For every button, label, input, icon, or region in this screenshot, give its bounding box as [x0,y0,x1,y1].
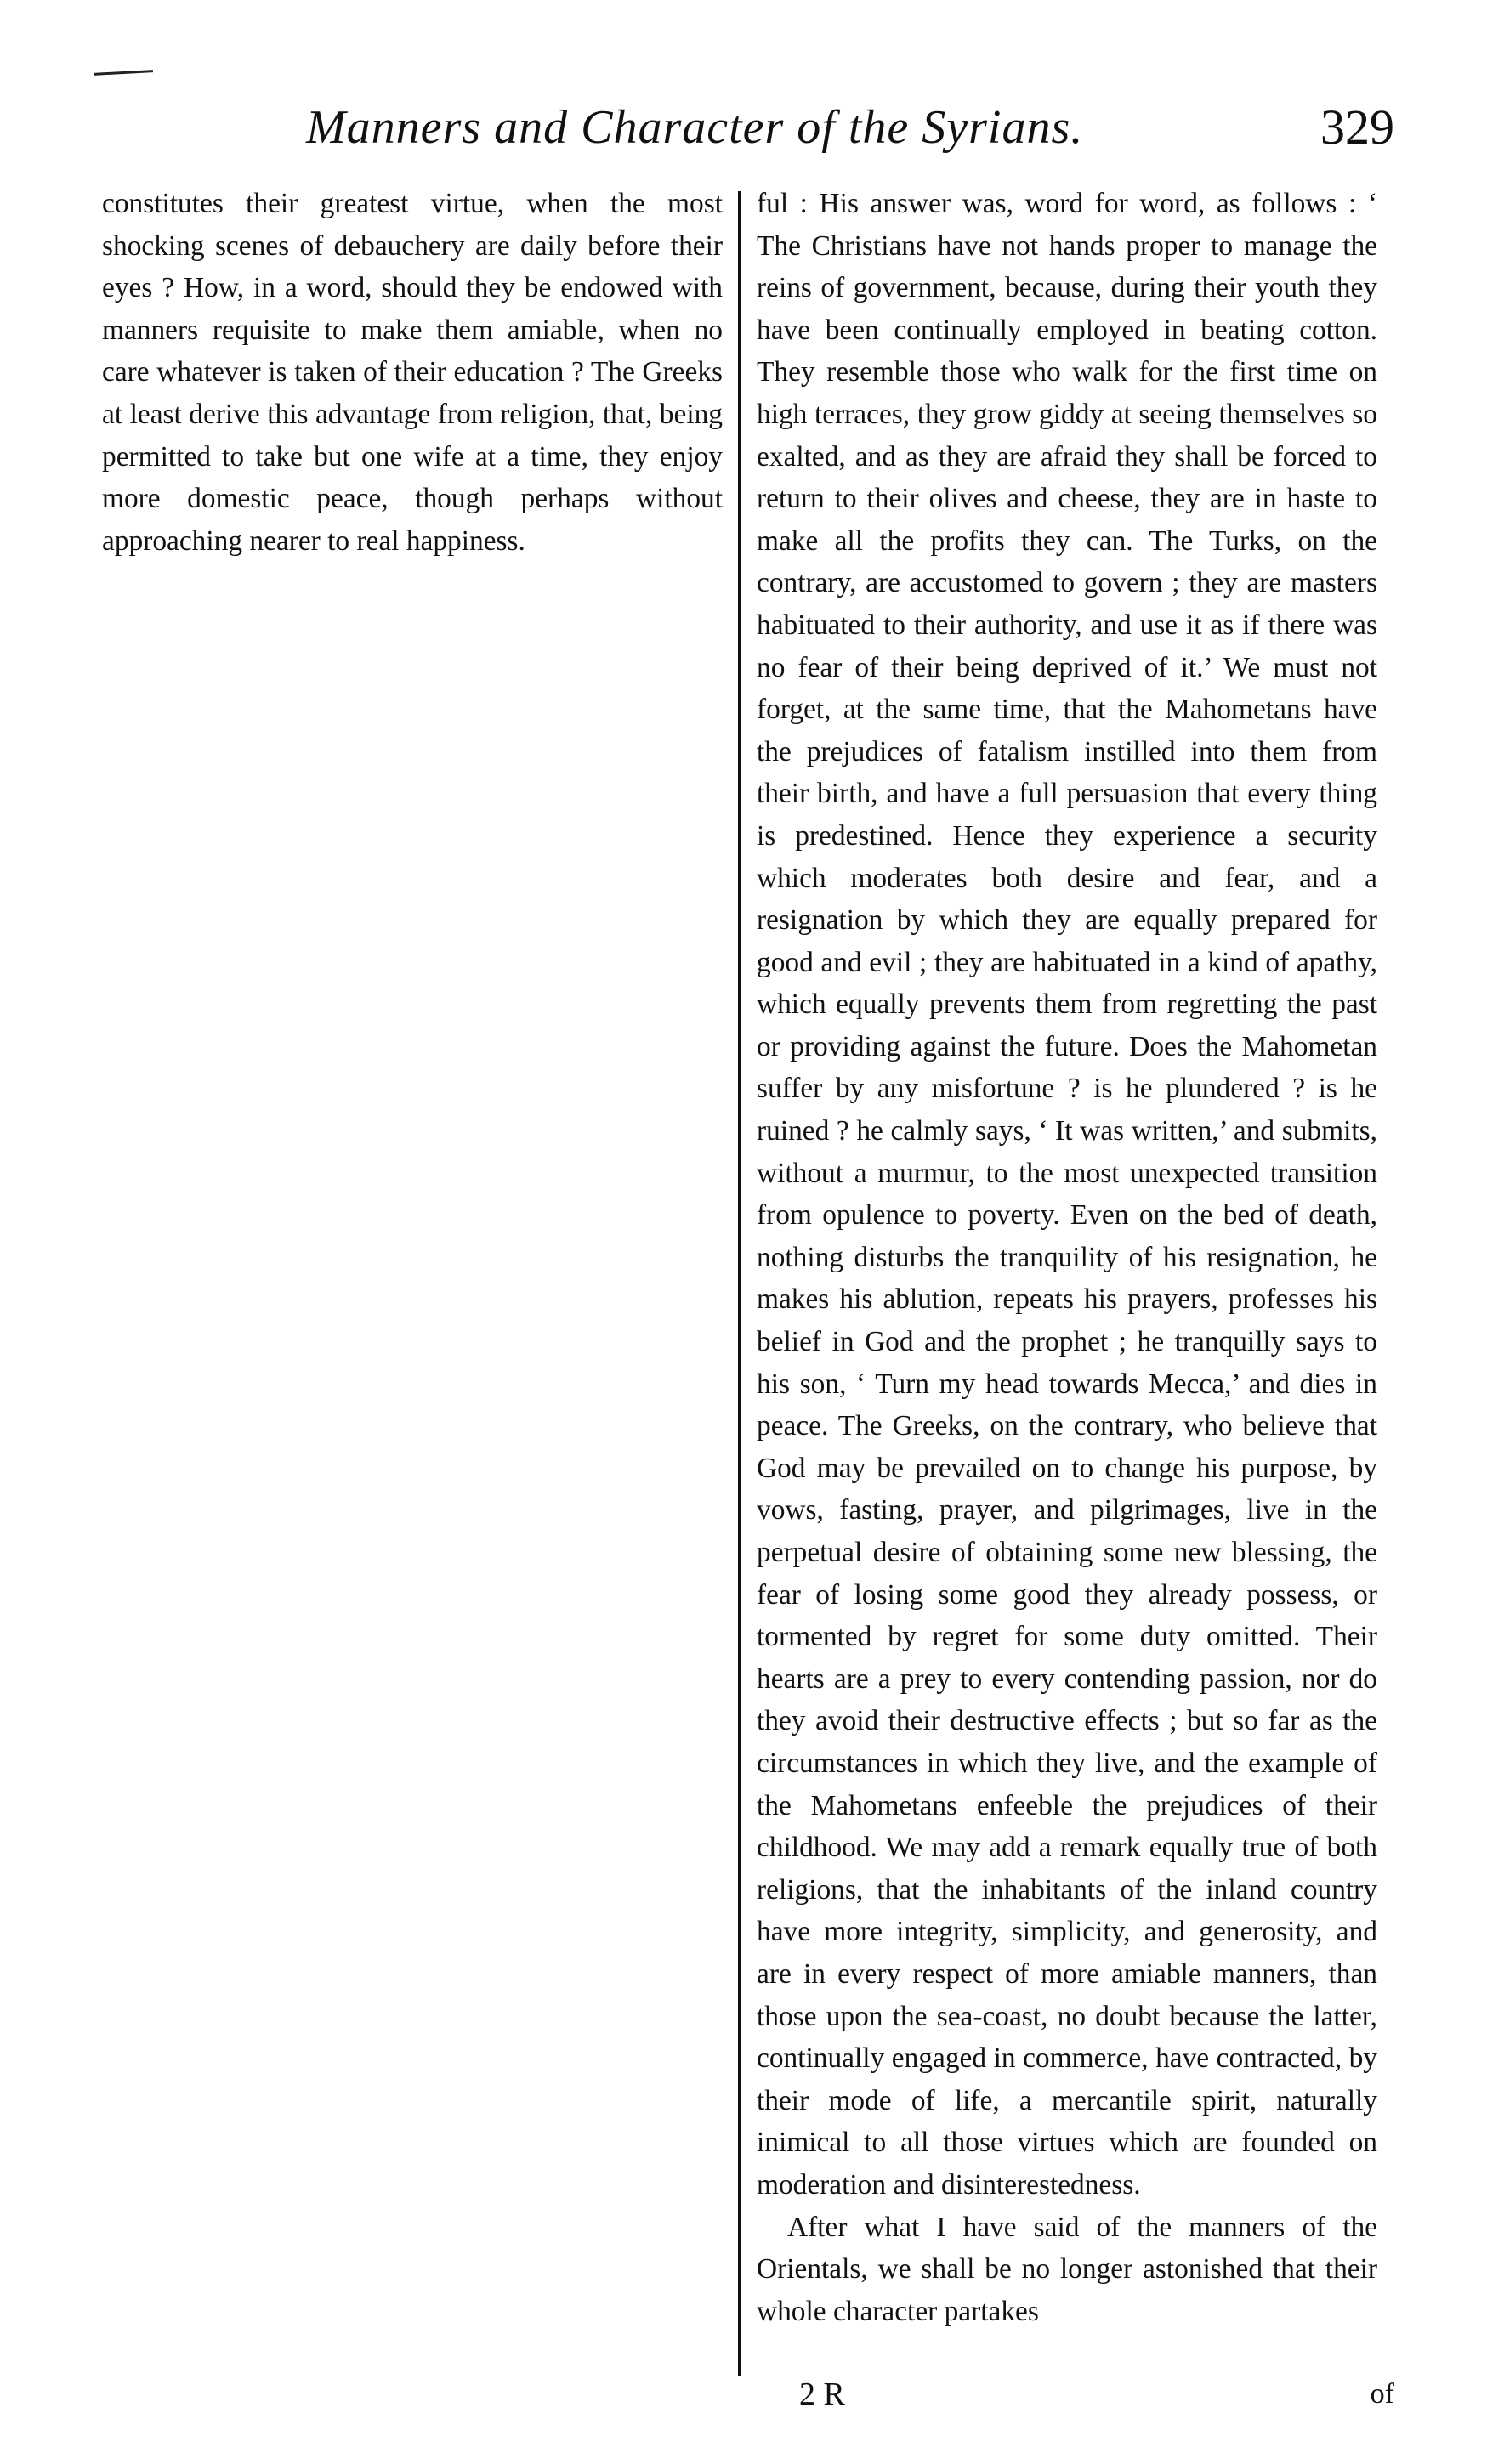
ink-mark [94,70,153,76]
left-column [102,183,723,562]
column-divider [738,191,741,2376]
paragraph: After what I have said of the manners of the Orientals, we shall be no longer astonished that their whole character partakes [757,2211,1377,2327]
paragraph: constitutes their greatest virtue, when the most shocking scenes of debauchery are daily before their eyes ? How, in a word, should they be endowed with manners requisite to make them amiable, when no care whatever is taken of their education ? The Greeks at least derive this advantage from religion, that, being permitted to take but one wife at a time, they enjoy more domestic peace, though perhaps without approaching nearer to real happiness. [102,188,723,557]
catchword: of [1370,2378,1394,2410]
running-title: Manners and Character of the Syrians. [306,101,1084,154]
paragraph: ful : His answer was, word for word, as follows : ‘ The Christians have not hands proper to manage the reins of government, because, during their youth they have been continually employed in beating cotton. They resemble those who walk for the first time on high terraces, they grow giddy at seeing themselves so exalted, and as they are afraid they shall be forced to return to their olives and cheese, they are in haste to make all the profits they can. The Turks, on the contrary, are accustomed to govern ; they are masters habituated to their authority, and use it as if there was no fear of their being deprived of it.’ We must not forget, at the same time, that the Mahometans have the prejudices of fatalism instilled into them from their birth, and have a full persuasion that every thing is predestined. Hence they experience a security which moderates both desire and fear, and a resignation by which they are equally prepared for good and evil ; they are habituated in a kind of apathy, which equally prevents them from regretting the past or providing against the future. Does the Mahometan suffer by any misfortune ? is he plundered ? is he ruined ? he calmly says, ‘ It was written,’ and submits, without a murmur, to the most unexpected transition from opulence to poverty. Even on the bed of death, nothing disturbs the tranquility of his resignation, he makes his ablution, repeats his prayers, professes his belief in God and the prophet ; he tranquilly says to his son, ‘ Turn my head towards Mecca,’ and dies in peace. The Greeks, on the contrary, who believe that God may be prevailed on to change his purpose, by vows, fasting, prayer, and pilgrimages, live in the perpetual desire of obtaining some new blessing, the fear of losing some good they already possess, or tormented by regret for some duty omitted. Their hearts are a prey to every contending passion, nor do they avoid their destructive effects ; but so far as the circumstances in which they live, and the example of the Mahometans enfeeble the prejudices of their childhood. We may add a remark equally true of both religions, that the inhabitants of the inland country have more integrity, simplicity, and generosity, and are in every respect of more amiable manners, than those upon the sea-coast, no doubt because the latter, continually engaged in commerce, have contracted, by their mode of life, a mercantile spirit, naturally inimical to all those virtues which are founded on moderation and disinterestedness. [757,188,1377,2201]
right-column [757,183,1377,2332]
signature-mark: 2 R [799,2376,845,2412]
page-number: 329 [1320,99,1394,155]
